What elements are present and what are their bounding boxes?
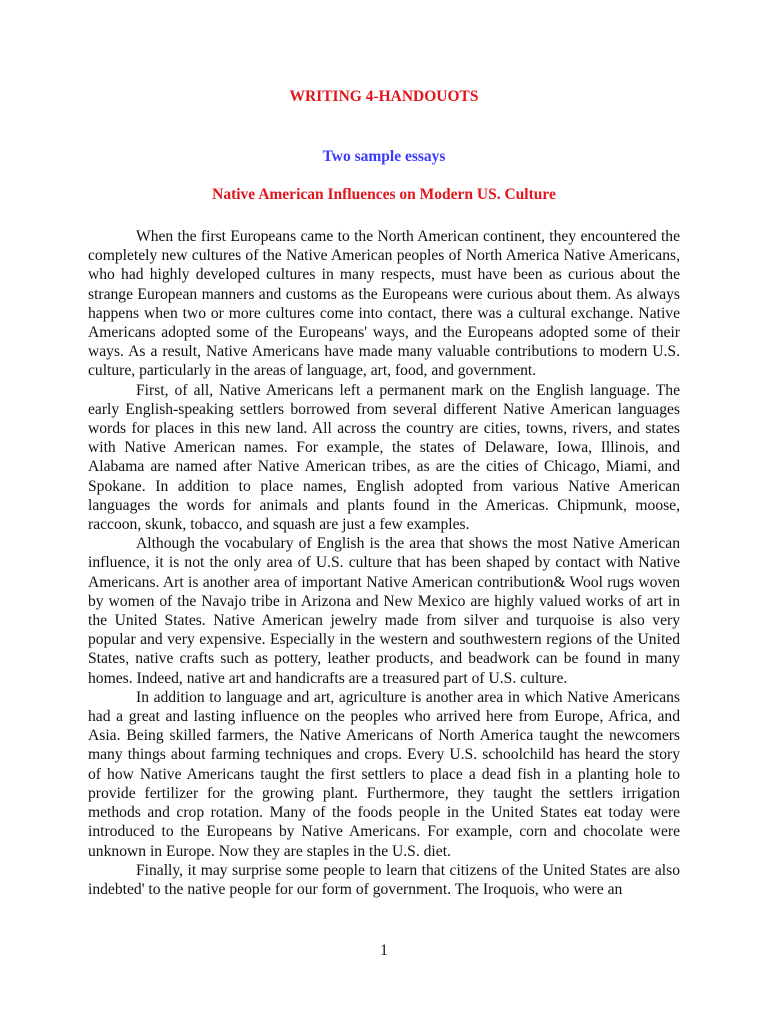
paragraph-intro: When the first Europeans came to the North American continent, they encountered the completely new cultures of the Native American peoples of North America Native Americans, who had highly developed cultures in many respects, must have been as curious about the strange European manners and customs as the Europeans were curious about them. As always happens when two or more cultures come into contact, there was a cultural exchange. Native Americans adopted some of the Europeans' ways, and the Europeans adopted some of their ways. As a result, Native Americans have made many valuable contributions to modern U.S. culture, particularly in the areas of language, art, food, and government. (88, 228, 680, 380)
paragraph-government: Finally, it may surprise some people to learn that citizens of the United States are also indebted' to the native people for our form of government. The Iroquois, who were an (88, 861, 680, 898)
paragraph-agriculture: In addition to language and art, agriculture is another area in which Native Americans had a great and lasting influence on the peoples who arrived here from Europe, Africa, and Asia. Being skilled farmers, the Native Americans of North America taught the newcomers many things about farming techniques and crops. Every U.S. schoolchild has heard the story of how Native Americans taught the first settlers to place a dead fish in a planting hole to provide fertilizer for the growing plant. Furthermore, they taught the settlers irrigation methods and crop rotation. Many of the foods people in the United States eat today were introduced to the Europeans by Native Americans. For example, corn and chocolate were unknown in Europe. Now they are staples in the U.S. diet. (88, 688, 680, 860)
page-number: 1 (380, 942, 388, 959)
paragraph-art: Although the vocabulary of English is the area that shows the most Native American influence, it is not the only area of U.S. culture that has been shaped by contact with Native Americans. Art is another area of important Native American contribution& Wool rugs woven by women of the Navajo tribe in Arizona and New Mexico are highly valued works of art in the United States. Native American jewelry made from silver and turquoise is also very popular and very expensive. Especially in the western and southwestern regions of the United States, native crafts such as pottery, leather products, and beadwork can be found in many homes. Indeed, native art and handicrafts are a treasured part of U.S. culture. (88, 535, 680, 687)
document-title: WRITING 4-HANDOUOTS (289, 88, 479, 105)
paragraph-language: First, of all, Native Americans left a permanent mark on the English language. The early English-speaking settlers borrowed from several different Native American languages words for places in this new land. All across the country are cities, towns, rivers, and states with Native American names. For example, the states of Delaware, Iowa, Illinois, and Alabama are named after Native American tribes, as are the cities of Chicago, Miami, and Spokane. In addition to place names, English adopted from various Native American languages the words for animals and plants found in the Americas. Chipmunk, moose, raccoon, skunk, tobacco, and squash are just a few examples. (88, 381, 680, 534)
essay-title: Native American Influences on Modern US. Culture (212, 186, 556, 203)
document-subtitle: Two sample essays (322, 148, 446, 165)
document-page (88, 88, 680, 899)
